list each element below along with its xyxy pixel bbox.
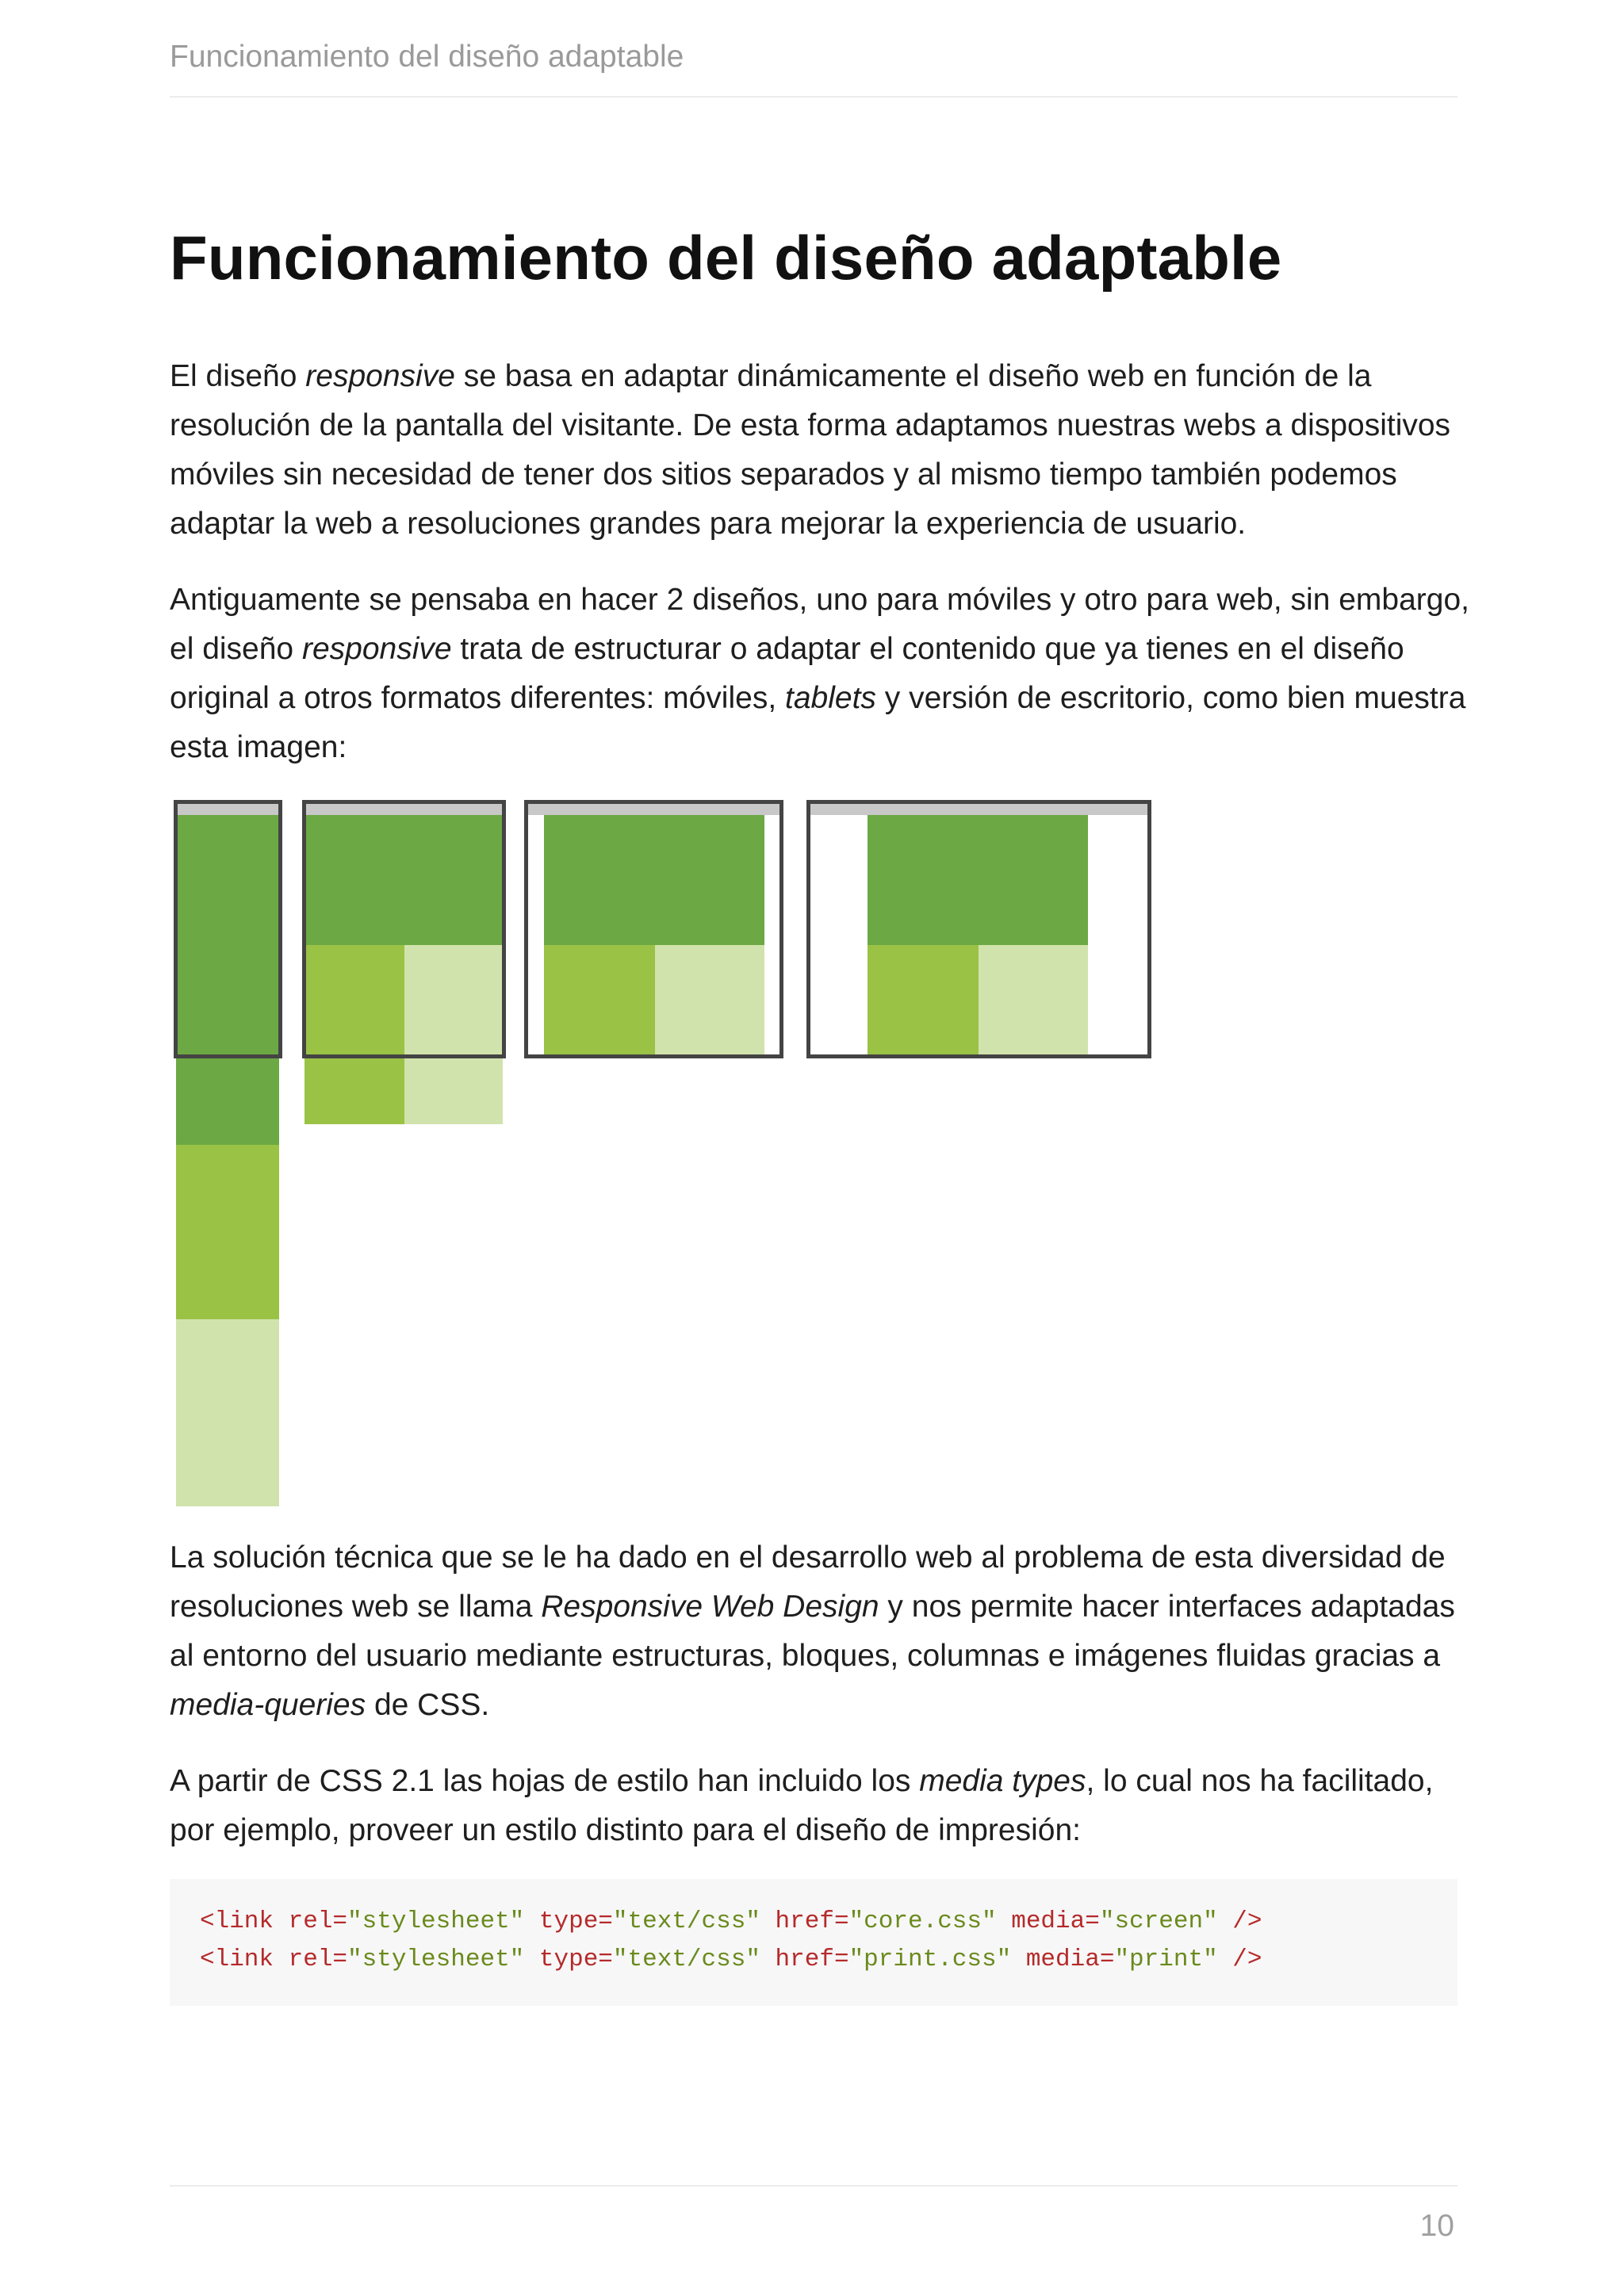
mobile-viewport-frame bbox=[174, 800, 282, 1058]
laptop-viewport-frame bbox=[524, 800, 783, 1058]
mobile-column-b-block bbox=[176, 1319, 279, 1506]
page-number: 10 bbox=[1419, 2209, 1454, 2243]
desktop-viewport-frame bbox=[806, 800, 1151, 1058]
paragraph-history: Antiguamente se pensaba en hacer 2 diseños, uno para móviles y otro para web, sin embargo, el diseño responsive trata de estructurar o adaptar el contenido que ya tienes en el diseño original a otros formatos diferentes: móviles, tablets y versión de escritorio, como bien muestra esta imagen: bbox=[170, 583, 1469, 764]
footer-divider bbox=[170, 2185, 1457, 2187]
paragraph-intro: El diseño responsive se basa en adaptar dinámicamente el diseño web en función de la resolución de la pantalla del visitante. De esta forma adaptamos nuestras webs a dispositivos móviles sin necesidad de tener dos sitios separados y al mismo tiempo también podemos adaptar la web a resoluciones grandes para mejorar la experiencia de usuario. bbox=[170, 359, 1451, 541]
tablet-viewport-frame bbox=[302, 800, 506, 1058]
code-line: <link rel="stylesheet" type="text/css" href="core.css" media="screen" /> bbox=[200, 1908, 1262, 1935]
header-divider bbox=[170, 96, 1457, 98]
paragraph-solution: La solución técnica que se le ha dado en el desarrollo web al problema de esta diversidad de resoluciones web se llama Responsive Web Design y nos permite hacer interfaces adaptadas al entorno del usuario mediante estructuras, bloques, columnas e imágenes fluidas gracias a media-queries de CSS. bbox=[170, 1540, 1455, 1722]
running-header: Funcionamiento del diseño adaptable bbox=[170, 40, 684, 74]
code-line: <link rel="stylesheet" type="text/css" href="print.css" media="print" /> bbox=[200, 1946, 1262, 1973]
page-title: Funcionamiento del diseño adaptable bbox=[170, 223, 1282, 293]
paragraph-media-types: A partir de CSS 2.1 las hojas de estilo han incluido los media types, lo cual nos ha facilitado, por ejemplo, proveer un estilo distinto para el diseño de impresión: bbox=[170, 1764, 1434, 1847]
code-block bbox=[170, 1879, 1457, 2006]
mobile-column-a-block bbox=[176, 1145, 279, 1319]
responsive-layouts-illustration bbox=[170, 796, 1153, 1510]
